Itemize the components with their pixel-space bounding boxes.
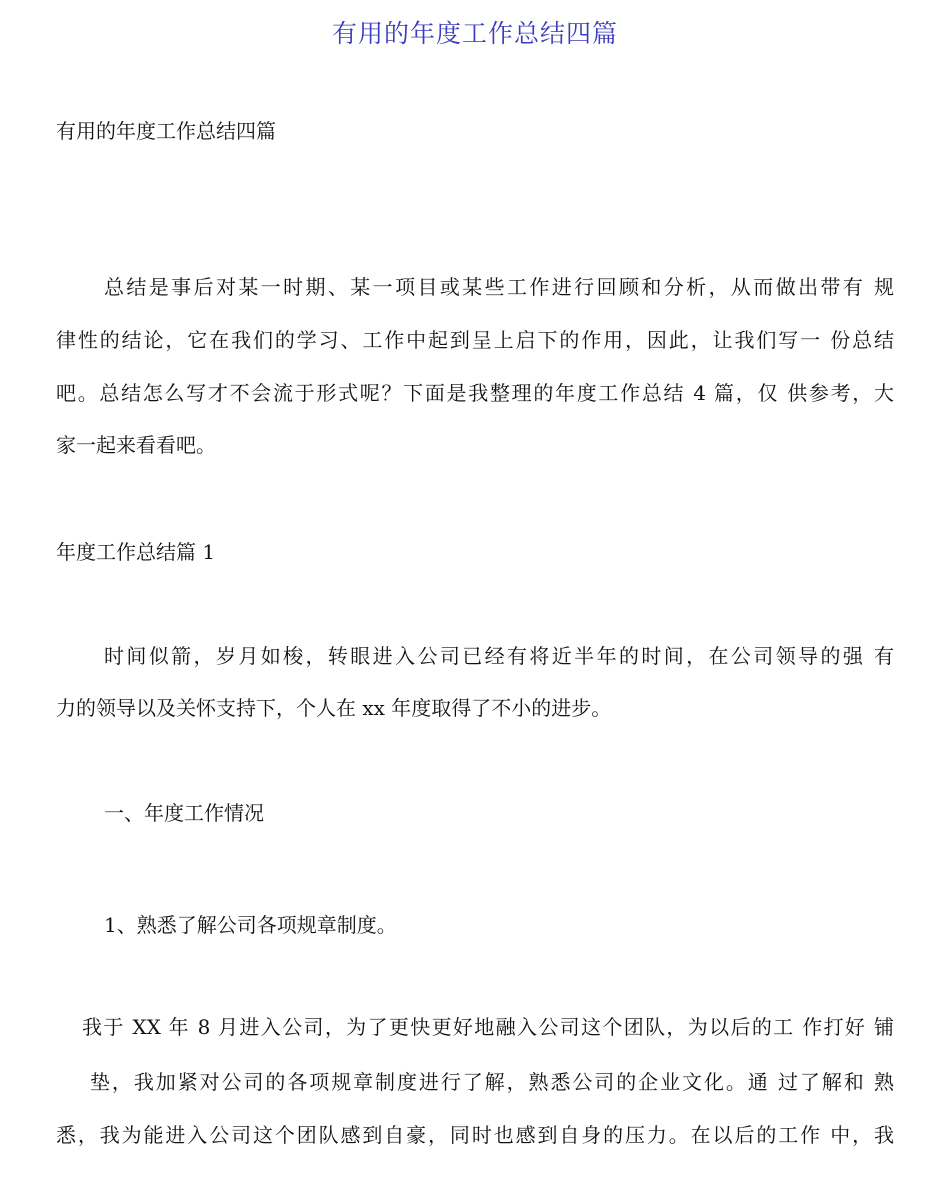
paragraph-line: 垫，我加紧对公司的各项规章制度进行了解，熟悉公司的企业文化。通 过了解和 熟 <box>90 1070 894 1094</box>
heading-annual-work: 一、年度工作情况 <box>104 801 264 825</box>
paragraph-line: 悉，我为能进入公司这个团队感到自豪，同时也感到自身的压力。在以后的工作 中，我 <box>56 1123 894 1147</box>
paragraph-line: 家一起来看看吧。 <box>56 433 216 457</box>
document-title: 有用的年度工作总结四篇 <box>56 119 276 143</box>
paragraph-line: 我于 XX 年 8 月进入公司，为了更快更好地融入公司这个团队，为以后的工 作打好 铺 <box>82 1015 894 1039</box>
paragraph-line: 总结是事后对某一时期、某一项目或某些工作进行回顾和分析，从而做出带有 规 <box>104 275 894 299</box>
section-title: 年度工作总结篇 1 <box>56 540 216 564</box>
paragraph-line: 律性的结论，它在我们的学习、工作中起到呈上启下的作用，因此，让我们写一 份总结 <box>56 328 894 352</box>
page-header: 有用的年度工作总结四篇 <box>331 19 618 48</box>
subheading-rules: 1、熟悉了解公司各项规章制度。 <box>104 913 397 937</box>
paragraph-line: 吧。总结怎么写才不会流于形式呢？下面是我整理的年度工作总结 4 篇，仅 供参考，大 <box>56 381 894 405</box>
paragraph-line: 时间似箭，岁月如梭，转眼进入公司已经有将近半年的时间，在公司领导的强 有 <box>104 644 894 668</box>
paragraph-line: 力的领导以及关怀支持下，个人在 xx 年度取得了不小的进步。 <box>56 696 612 720</box>
